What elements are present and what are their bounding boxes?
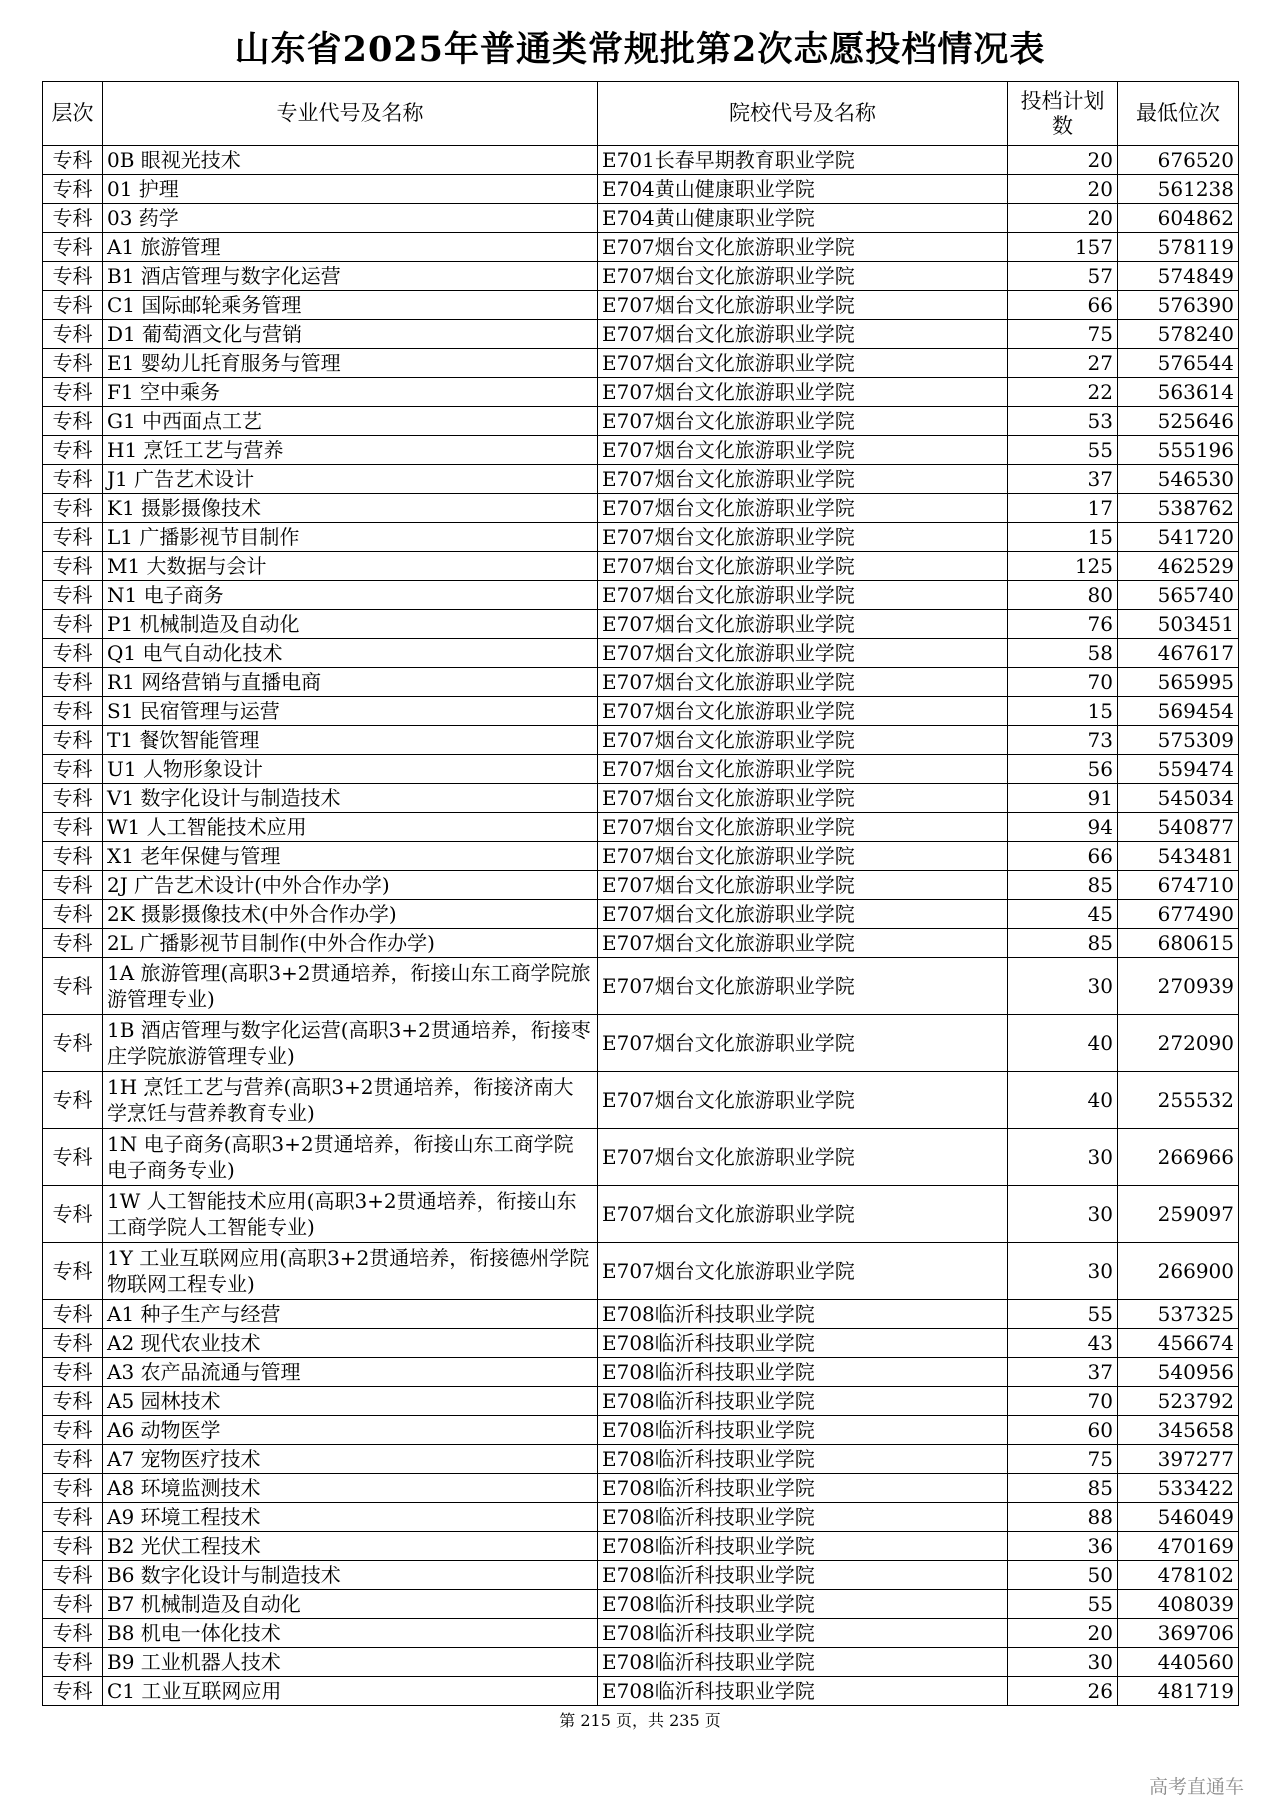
cell-rank: 543481	[1118, 842, 1239, 871]
cell-major: S1 民宿管理与运营	[103, 697, 598, 726]
cell-level: 专科	[43, 1329, 103, 1358]
cell-major: 2J 广告艺术设计(中外合作办学)	[103, 871, 598, 900]
cell-rank: 467617	[1118, 639, 1239, 668]
cell-major: 1Y 工业互联网应用(高职3+2贯通培养，衔接德州学院物联网工程专业)	[103, 1243, 598, 1300]
cell-rank: 565995	[1118, 668, 1239, 697]
cell-plan: 75	[1008, 320, 1118, 349]
cell-level: 专科	[43, 175, 103, 204]
cell-level: 专科	[43, 1503, 103, 1532]
cell-major: A1 种子生产与经营	[103, 1300, 598, 1329]
cell-major: M1 大数据与会计	[103, 552, 598, 581]
cell-major: 2L 广播影视节目制作(中外合作办学)	[103, 929, 598, 958]
cell-major: B8 机电一体化技术	[103, 1619, 598, 1648]
table-row	[43, 523, 1239, 552]
admission-table	[42, 81, 1239, 1706]
cell-major: A1 旅游管理	[103, 233, 598, 262]
table-row	[43, 233, 1239, 262]
cell-level: 专科	[43, 1072, 103, 1129]
cell-rank: 440560	[1118, 1648, 1239, 1677]
cell-level: 专科	[43, 1677, 103, 1706]
cell-school: E707烟台文化旅游职业学院	[598, 349, 1008, 378]
cell-level: 专科	[43, 871, 103, 900]
cell-major: 1N 电子商务(高职3+2贯通培养，衔接山东工商学院电子商务专业)	[103, 1129, 598, 1186]
cell-plan: 17	[1008, 494, 1118, 523]
table-row	[43, 1619, 1239, 1648]
cell-plan: 85	[1008, 871, 1118, 900]
cell-rank: 408039	[1118, 1590, 1239, 1619]
cell-rank: 397277	[1118, 1445, 1239, 1474]
cell-school: E707烟台文化旅游职业学院	[598, 871, 1008, 900]
cell-school: E708临沂科技职业学院	[598, 1358, 1008, 1387]
cell-level: 专科	[43, 639, 103, 668]
cell-level: 专科	[43, 1532, 103, 1561]
cell-school: E707烟台文化旅游职业学院	[598, 1186, 1008, 1243]
cell-major: 03 药学	[103, 204, 598, 233]
cell-plan: 55	[1008, 1590, 1118, 1619]
cell-rank: 578119	[1118, 233, 1239, 262]
cell-major: B9 工业机器人技术	[103, 1648, 598, 1677]
table-row	[43, 726, 1239, 755]
cell-school: E707烟台文化旅游职业学院	[598, 784, 1008, 813]
cell-plan: 80	[1008, 581, 1118, 610]
cell-rank: 576544	[1118, 349, 1239, 378]
cell-major: B6 数字化设计与制造技术	[103, 1561, 598, 1590]
cell-plan: 20	[1008, 1619, 1118, 1648]
cell-rank: 555196	[1118, 436, 1239, 465]
cell-major: 2K 摄影摄像技术(中外合作办学)	[103, 900, 598, 929]
cell-plan: 70	[1008, 1387, 1118, 1416]
table-row	[43, 755, 1239, 784]
cell-plan: 43	[1008, 1329, 1118, 1358]
cell-major: V1 数字化设计与制造技术	[103, 784, 598, 813]
cell-rank: 462529	[1118, 552, 1239, 581]
cell-plan: 40	[1008, 1015, 1118, 1072]
cell-rank: 540956	[1118, 1358, 1239, 1387]
cell-rank: 272090	[1118, 1015, 1239, 1072]
cell-rank: 525646	[1118, 407, 1239, 436]
table-row	[43, 1358, 1239, 1387]
page-number: 第 215 页，共 235 页	[559, 1711, 721, 1730]
cell-level: 专科	[43, 668, 103, 697]
table-header-row	[43, 82, 1239, 146]
table-row	[43, 929, 1239, 958]
cell-plan: 15	[1008, 697, 1118, 726]
cell-school: E707烟台文化旅游职业学院	[598, 842, 1008, 871]
table-row	[43, 1329, 1239, 1358]
cell-plan: 57	[1008, 262, 1118, 291]
cell-level: 专科	[43, 262, 103, 291]
cell-rank: 546049	[1118, 1503, 1239, 1532]
cell-major: B2 光伏工程技术	[103, 1532, 598, 1561]
cell-major: A8 环境监测技术	[103, 1474, 598, 1503]
header-school: 院校代号及名称	[598, 82, 1008, 146]
cell-level: 专科	[43, 697, 103, 726]
cell-major: B7 机械制造及自动化	[103, 1590, 598, 1619]
cell-plan: 88	[1008, 1503, 1118, 1532]
cell-level: 专科	[43, 1619, 103, 1648]
cell-plan: 30	[1008, 1186, 1118, 1243]
cell-school: E707烟台文化旅游职业学院	[598, 697, 1008, 726]
cell-major: E1 婴幼儿托育服务与管理	[103, 349, 598, 378]
table-row	[43, 1129, 1239, 1186]
cell-plan: 66	[1008, 291, 1118, 320]
cell-major: L1 广播影视节目制作	[103, 523, 598, 552]
cell-major: A6 动物医学	[103, 1416, 598, 1445]
cell-level: 专科	[43, 1300, 103, 1329]
cell-major: P1 机械制造及自动化	[103, 610, 598, 639]
cell-rank: 456674	[1118, 1329, 1239, 1358]
cell-school: E707烟台文化旅游职业学院	[598, 436, 1008, 465]
cell-rank: 369706	[1118, 1619, 1239, 1648]
cell-level: 专科	[43, 1590, 103, 1619]
table-row	[43, 175, 1239, 204]
cell-rank: 680615	[1118, 929, 1239, 958]
cell-rank: 478102	[1118, 1561, 1239, 1590]
cell-school: E704黄山健康职业学院	[598, 204, 1008, 233]
cell-plan: 30	[1008, 1648, 1118, 1677]
table-row	[43, 581, 1239, 610]
cell-level: 专科	[43, 465, 103, 494]
cell-plan: 26	[1008, 1677, 1118, 1706]
cell-major: J1 广告艺术设计	[103, 465, 598, 494]
cell-school: E707烟台文化旅游职业学院	[598, 378, 1008, 407]
cell-school: E708临沂科技职业学院	[598, 1590, 1008, 1619]
cell-major: Q1 电气自动化技术	[103, 639, 598, 668]
table-row	[43, 813, 1239, 842]
table-row	[43, 1503, 1239, 1532]
cell-major: R1 网络营销与直播电商	[103, 668, 598, 697]
cell-major: B1 酒店管理与数字化运营	[103, 262, 598, 291]
cell-school: E708临沂科技职业学院	[598, 1532, 1008, 1561]
cell-school: E707烟台文化旅游职业学院	[598, 1129, 1008, 1186]
table-row	[43, 204, 1239, 233]
cell-level: 专科	[43, 1416, 103, 1445]
cell-major: T1 餐饮智能管理	[103, 726, 598, 755]
cell-major: G1 中西面点工艺	[103, 407, 598, 436]
cell-plan: 30	[1008, 1243, 1118, 1300]
table-row	[43, 146, 1239, 175]
header-level: 层次	[43, 82, 103, 146]
cell-level: 专科	[43, 349, 103, 378]
table-row	[43, 697, 1239, 726]
table-row	[43, 291, 1239, 320]
cell-major: A5 园林技术	[103, 1387, 598, 1416]
cell-rank: 537325	[1118, 1300, 1239, 1329]
cell-level: 专科	[43, 842, 103, 871]
cell-plan: 125	[1008, 552, 1118, 581]
cell-level: 专科	[43, 1474, 103, 1503]
cell-rank: 565740	[1118, 581, 1239, 610]
cell-level: 专科	[43, 1358, 103, 1387]
table-row	[43, 1532, 1239, 1561]
cell-rank: 470169	[1118, 1532, 1239, 1561]
cell-major: C1 工业互联网应用	[103, 1677, 598, 1706]
table-row	[43, 407, 1239, 436]
cell-plan: 37	[1008, 465, 1118, 494]
table-row	[43, 378, 1239, 407]
table-row	[43, 900, 1239, 929]
cell-major: C1 国际邮轮乘务管理	[103, 291, 598, 320]
cell-major: 1B 酒店管理与数字化运营(高职3+2贯通培养，衔接枣庄学院旅游管理专业)	[103, 1015, 598, 1072]
cell-school: E707烟台文化旅游职业学院	[598, 1243, 1008, 1300]
cell-rank: 541720	[1118, 523, 1239, 552]
cell-school: E708临沂科技职业学院	[598, 1300, 1008, 1329]
table-row	[43, 1186, 1239, 1243]
cell-plan: 85	[1008, 929, 1118, 958]
cell-level: 专科	[43, 1445, 103, 1474]
cell-level: 专科	[43, 726, 103, 755]
table-row	[43, 842, 1239, 871]
cell-plan: 30	[1008, 958, 1118, 1015]
table-row	[43, 1387, 1239, 1416]
cell-school: E707烟台文化旅游职业学院	[598, 581, 1008, 610]
cell-rank: 481719	[1118, 1677, 1239, 1706]
cell-rank: 677490	[1118, 900, 1239, 929]
cell-rank: 563614	[1118, 378, 1239, 407]
cell-major: 0B 眼视光技术	[103, 146, 598, 175]
cell-rank: 266966	[1118, 1129, 1239, 1186]
cell-plan: 30	[1008, 1129, 1118, 1186]
cell-plan: 20	[1008, 146, 1118, 175]
cell-level: 专科	[43, 1186, 103, 1243]
cell-rank: 538762	[1118, 494, 1239, 523]
cell-plan: 40	[1008, 1072, 1118, 1129]
cell-rank: 559474	[1118, 755, 1239, 784]
cell-level: 专科	[43, 813, 103, 842]
cell-school: E707烟台文化旅游职业学院	[598, 610, 1008, 639]
cell-plan: 55	[1008, 436, 1118, 465]
cell-rank: 266900	[1118, 1243, 1239, 1300]
cell-major: X1 老年保健与管理	[103, 842, 598, 871]
table-row	[43, 1072, 1239, 1129]
cell-level: 专科	[43, 1561, 103, 1590]
cell-rank: 540877	[1118, 813, 1239, 842]
cell-school: E707烟台文化旅游职业学院	[598, 900, 1008, 929]
cell-school: E707烟台文化旅游职业学院	[598, 320, 1008, 349]
table-row	[43, 1590, 1239, 1619]
cell-rank: 523792	[1118, 1387, 1239, 1416]
cell-school: E707烟台文化旅游职业学院	[598, 291, 1008, 320]
cell-major: 1W 人工智能技术应用(高职3+2贯通培养，衔接山东工商学院人工智能专业)	[103, 1186, 598, 1243]
cell-school: E707烟台文化旅游职业学院	[598, 1072, 1008, 1129]
cell-school: E707烟台文化旅游职业学院	[598, 233, 1008, 262]
header-plan: 投档计划数	[1008, 82, 1118, 146]
cell-level: 专科	[43, 1243, 103, 1300]
table-row	[43, 262, 1239, 291]
cell-school: E707烟台文化旅游职业学院	[598, 813, 1008, 842]
cell-school: E701长春早期教育职业学院	[598, 146, 1008, 175]
cell-plan: 20	[1008, 175, 1118, 204]
cell-plan: 36	[1008, 1532, 1118, 1561]
cell-level: 专科	[43, 581, 103, 610]
cell-school: E707烟台文化旅游职业学院	[598, 755, 1008, 784]
cell-level: 专科	[43, 146, 103, 175]
cell-rank: 345658	[1118, 1416, 1239, 1445]
cell-plan: 20	[1008, 204, 1118, 233]
table-row	[43, 1677, 1239, 1706]
cell-school: E707烟台文化旅游职业学院	[598, 407, 1008, 436]
cell-major: U1 人物形象设计	[103, 755, 598, 784]
cell-school: E707烟台文化旅游职业学院	[598, 958, 1008, 1015]
cell-rank: 604862	[1118, 204, 1239, 233]
cell-major: A9 环境工程技术	[103, 1503, 598, 1532]
cell-plan: 70	[1008, 668, 1118, 697]
table-row	[43, 1648, 1239, 1677]
table-row	[43, 494, 1239, 523]
cell-plan: 60	[1008, 1416, 1118, 1445]
cell-level: 专科	[43, 291, 103, 320]
cell-plan: 76	[1008, 610, 1118, 639]
cell-plan: 50	[1008, 1561, 1118, 1590]
cell-plan: 85	[1008, 1474, 1118, 1503]
cell-rank: 255532	[1118, 1072, 1239, 1129]
cell-rank: 533422	[1118, 1474, 1239, 1503]
cell-plan: 56	[1008, 755, 1118, 784]
header-rank: 最低位次	[1118, 82, 1239, 146]
table-row	[43, 1243, 1239, 1300]
cell-plan: 91	[1008, 784, 1118, 813]
table-row	[43, 1561, 1239, 1590]
header-major: 专业代号及名称	[103, 82, 598, 146]
table-row	[43, 1474, 1239, 1503]
table-row	[43, 436, 1239, 465]
cell-level: 专科	[43, 204, 103, 233]
cell-level: 专科	[43, 900, 103, 929]
cell-school: E707烟台文化旅游职业学院	[598, 552, 1008, 581]
cell-school: E707烟台文化旅游职业学院	[598, 1015, 1008, 1072]
cell-rank: 575309	[1118, 726, 1239, 755]
table-row	[43, 1445, 1239, 1474]
page-title: 山东省2025年普通类常规批第2次志愿投档情况表	[234, 29, 1046, 70]
cell-major: A3 农产品流通与管理	[103, 1358, 598, 1387]
cell-rank: 674710	[1118, 871, 1239, 900]
cell-level: 专科	[43, 1648, 103, 1677]
cell-level: 专科	[43, 755, 103, 784]
cell-plan: 45	[1008, 900, 1118, 929]
cell-school: E708临沂科技职业学院	[598, 1445, 1008, 1474]
cell-major: 01 护理	[103, 175, 598, 204]
table-row	[43, 1015, 1239, 1072]
cell-school: E708临沂科技职业学院	[598, 1648, 1008, 1677]
cell-school: E707烟台文化旅游职业学院	[598, 494, 1008, 523]
cell-rank: 676520	[1118, 146, 1239, 175]
cell-plan: 75	[1008, 1445, 1118, 1474]
cell-rank: 574849	[1118, 262, 1239, 291]
cell-rank: 546530	[1118, 465, 1239, 494]
table-row	[43, 784, 1239, 813]
cell-rank: 578240	[1118, 320, 1239, 349]
cell-school: E708临沂科技职业学院	[598, 1619, 1008, 1648]
cell-major: N1 电子商务	[103, 581, 598, 610]
cell-school: E707烟台文化旅游职业学院	[598, 929, 1008, 958]
cell-plan: 66	[1008, 842, 1118, 871]
cell-major: K1 摄影摄像技术	[103, 494, 598, 523]
cell-level: 专科	[43, 494, 103, 523]
table-row	[43, 552, 1239, 581]
table-row	[43, 871, 1239, 900]
cell-major: 1H 烹饪工艺与营养(高职3+2贯通培养，衔接济南大学烹饪与营养教育专业)	[103, 1072, 598, 1129]
table-row	[43, 1300, 1239, 1329]
cell-level: 专科	[43, 1129, 103, 1186]
table-row	[43, 349, 1239, 378]
cell-school: E708临沂科技职业学院	[598, 1677, 1008, 1706]
cell-school: E708临沂科技职业学院	[598, 1416, 1008, 1445]
cell-level: 专科	[43, 929, 103, 958]
table-row	[43, 668, 1239, 697]
cell-plan: 73	[1008, 726, 1118, 755]
cell-level: 专科	[43, 407, 103, 436]
cell-school: E707烟台文化旅游职业学院	[598, 668, 1008, 697]
cell-school: E707烟台文化旅游职业学院	[598, 262, 1008, 291]
cell-level: 专科	[43, 320, 103, 349]
watermark: 高考直通车	[1148, 1776, 1244, 1798]
table-row	[43, 320, 1239, 349]
cell-major: H1 烹饪工艺与营养	[103, 436, 598, 465]
cell-major: D1 葡萄酒文化与营销	[103, 320, 598, 349]
cell-plan: 157	[1008, 233, 1118, 262]
cell-rank: 259097	[1118, 1186, 1239, 1243]
cell-rank: 576390	[1118, 291, 1239, 320]
cell-rank: 270939	[1118, 958, 1239, 1015]
cell-school: E708临沂科技职业学院	[598, 1329, 1008, 1358]
cell-plan: 53	[1008, 407, 1118, 436]
cell-level: 专科	[43, 784, 103, 813]
cell-plan: 22	[1008, 378, 1118, 407]
cell-major: 1A 旅游管理(高职3+2贯通培养，衔接山东工商学院旅游管理专业)	[103, 958, 598, 1015]
cell-level: 专科	[43, 610, 103, 639]
cell-rank: 503451	[1118, 610, 1239, 639]
cell-major: A7 宠物医疗技术	[103, 1445, 598, 1474]
cell-level: 专科	[43, 552, 103, 581]
cell-major: A2 现代农业技术	[103, 1329, 598, 1358]
cell-school: E704黄山健康职业学院	[598, 175, 1008, 204]
cell-level: 专科	[43, 233, 103, 262]
table-row	[43, 1416, 1239, 1445]
table-row	[43, 958, 1239, 1015]
cell-plan: 37	[1008, 1358, 1118, 1387]
cell-school: E708临沂科技职业学院	[598, 1474, 1008, 1503]
cell-level: 专科	[43, 523, 103, 552]
cell-level: 专科	[43, 378, 103, 407]
cell-plan: 58	[1008, 639, 1118, 668]
cell-plan: 55	[1008, 1300, 1118, 1329]
cell-plan: 27	[1008, 349, 1118, 378]
cell-school: E708临沂科技职业学院	[598, 1503, 1008, 1532]
cell-rank: 545034	[1118, 784, 1239, 813]
cell-major: F1 空中乘务	[103, 378, 598, 407]
cell-school: E707烟台文化旅游职业学院	[598, 523, 1008, 552]
cell-school: E708临沂科技职业学院	[598, 1387, 1008, 1416]
cell-school: E707烟台文化旅游职业学院	[598, 726, 1008, 755]
cell-rank: 561238	[1118, 175, 1239, 204]
cell-level: 专科	[43, 958, 103, 1015]
cell-rank: 569454	[1118, 697, 1239, 726]
table-row	[43, 465, 1239, 494]
cell-school: E708临沂科技职业学院	[598, 1561, 1008, 1590]
cell-level: 专科	[43, 436, 103, 465]
cell-plan: 94	[1008, 813, 1118, 842]
cell-school: E707烟台文化旅游职业学院	[598, 465, 1008, 494]
cell-plan: 15	[1008, 523, 1118, 552]
cell-school: E707烟台文化旅游职业学院	[598, 639, 1008, 668]
table-row	[43, 639, 1239, 668]
cell-level: 专科	[43, 1387, 103, 1416]
cell-level: 专科	[43, 1015, 103, 1072]
table-row	[43, 610, 1239, 639]
cell-major: W1 人工智能技术应用	[103, 813, 598, 842]
